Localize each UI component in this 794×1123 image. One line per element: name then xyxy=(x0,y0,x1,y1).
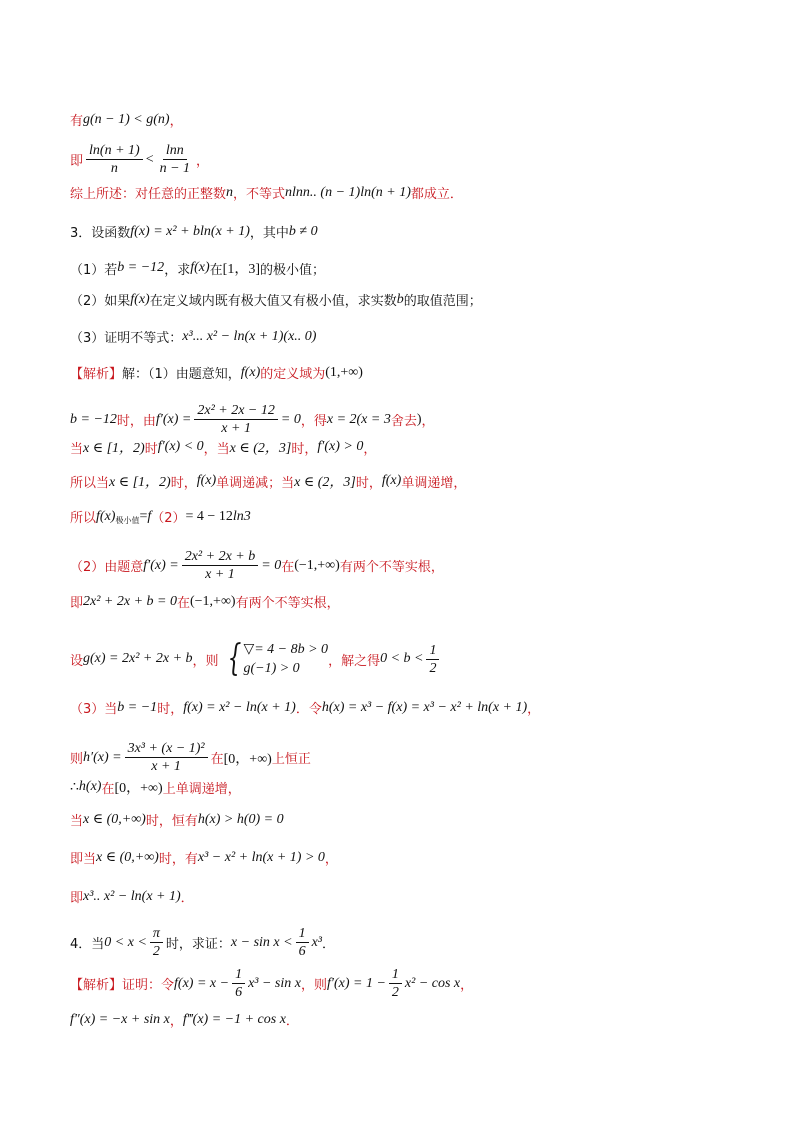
math-expression: x² − cos x xyxy=(404,975,461,991)
text-run: 解：（1）由题意知， xyxy=(122,367,241,382)
text-run: 的取值范围； xyxy=(403,294,482,309)
text-line xyxy=(70,640,442,678)
math-expression: nlnn.. (n − 1)ln(n + 1) xyxy=(285,184,411,200)
text-run: ， xyxy=(196,154,210,169)
math-expression: 0 < x < xyxy=(104,934,147,950)
math-expression: x = 2(x = 3 xyxy=(326,411,391,427)
text-run: （2）由题意 xyxy=(70,560,144,575)
math-expression: h′(x) = xyxy=(83,749,122,765)
fraction-denominator: x + 1 xyxy=(205,567,235,582)
math-expression: f xyxy=(147,508,152,524)
fraction-denominator: 2 xyxy=(391,985,399,1000)
text-run: ， xyxy=(169,1014,183,1029)
math-expression: (−1,+∞) xyxy=(190,593,236,609)
text-line xyxy=(70,848,338,867)
math-expression: f(x) xyxy=(130,291,150,307)
fraction-numerator: π xyxy=(150,926,163,943)
math-expression: b ≠ 0 xyxy=(288,223,318,239)
text-run: ，得 xyxy=(300,414,327,429)
fraction xyxy=(86,143,143,176)
text-run: 都成立． xyxy=(410,187,463,202)
text-run: 3．设函数 xyxy=(70,226,131,241)
text-run: 有两个不等实根， xyxy=(235,596,340,611)
fraction-numerator: 1 xyxy=(389,967,402,984)
text-line xyxy=(70,810,284,829)
left-brace-icon: { xyxy=(227,638,241,679)
text-run: 综上所述：对任意的正整数 xyxy=(70,187,227,202)
text-run: 时，求证： xyxy=(165,937,231,952)
math-expression: x³ − x² + ln(x + 1) > 0 xyxy=(197,849,325,865)
fraction-numerator: 1 xyxy=(232,967,245,984)
text-line xyxy=(70,471,466,491)
text-run: 的极小值； xyxy=(259,262,325,278)
math-expression: (−1,+∞) xyxy=(294,557,340,573)
math-expression: x ∈ [1，2) xyxy=(109,475,171,490)
text-run: 即 xyxy=(70,596,84,611)
fraction-denominator: 2 xyxy=(152,944,160,959)
text-run: 所以当 xyxy=(70,475,110,491)
fraction-denominator: x + 1 xyxy=(221,421,251,436)
text-run: ，求 xyxy=(164,262,191,278)
math-expression: f(x) = x² + bln(x + 1) xyxy=(130,223,250,239)
text-run: ， xyxy=(363,441,377,457)
math-expression: x ∈ [1，2) xyxy=(83,441,145,456)
math-expression: b = −1 xyxy=(117,699,158,715)
text-line xyxy=(70,363,363,382)
math-expression: f″(x) = −x + sin x xyxy=(70,1011,170,1027)
text-run: 即 xyxy=(70,891,84,906)
text-run: ， xyxy=(460,978,474,993)
math-expression: b = −12 xyxy=(70,411,117,427)
fraction-denominator: x + 1 xyxy=(151,759,181,774)
text-run: 有两个不等实根， xyxy=(339,560,444,575)
fraction xyxy=(150,926,163,959)
text-run: （2）如果 xyxy=(70,294,131,309)
text-run: ．令 xyxy=(295,702,322,717)
math-expression: 0 < b < xyxy=(380,651,424,666)
text-run: 时， xyxy=(355,475,382,491)
text-run: 在 xyxy=(176,596,190,611)
system-condition: g(−1) > 0 xyxy=(243,661,300,676)
math-expression: x³... x² − ln(x + 1)(x.. 0) xyxy=(182,328,317,344)
text-run: 设 xyxy=(70,653,84,669)
text-run: （3）当 xyxy=(70,702,118,717)
text-run: 【解析】 xyxy=(70,978,123,993)
math-expression: (1,+∞) xyxy=(325,364,363,380)
text-line xyxy=(70,403,435,436)
text-run: 时，恒有 xyxy=(145,814,198,829)
fraction-numerator: 1 xyxy=(296,926,309,943)
text-line xyxy=(70,777,241,797)
math-expression: x³.. x² − ln(x + 1) xyxy=(83,888,181,904)
math-expression: = 4 − 12 xyxy=(185,508,233,524)
text-run: 的定义域为 xyxy=(260,367,326,382)
math-expression: h(x) xyxy=(78,779,102,794)
text-run: 即 xyxy=(70,154,84,169)
math-expression: [0，+∞) xyxy=(223,751,272,767)
text-run: 则 xyxy=(70,752,84,767)
text-run: 有 xyxy=(70,114,84,129)
text-run: ． xyxy=(322,937,336,952)
math-expression: b = −12 xyxy=(117,260,165,275)
text-run: 上恒正 xyxy=(271,752,311,767)
text-line xyxy=(70,741,311,774)
text-line xyxy=(70,887,194,906)
math-expression: x³ − sin x xyxy=(248,975,301,991)
math-expression: h(x) > h(0) = 0 xyxy=(197,811,284,827)
text-run: （3）证明不等式： xyxy=(70,331,183,346)
fraction-denominator: 2 xyxy=(429,660,437,676)
math-expression: = 0 xyxy=(280,411,301,427)
text-line xyxy=(70,698,540,717)
math-expression: x ∈ (0,+∞) xyxy=(96,850,159,865)
text-run: 时，由 xyxy=(116,414,156,429)
math-expression: f′(x) = xyxy=(155,411,192,427)
math-expression: f′(x) = xyxy=(143,557,179,573)
math-expression: 2x² + 2x + b = 0 xyxy=(83,593,177,609)
text-run: 证明：令 xyxy=(122,978,175,993)
text-run: 在定义域内既有极大值又有极小值，求实数 xyxy=(149,294,397,309)
text-run: ， xyxy=(421,414,435,429)
math-expression: < xyxy=(145,151,154,167)
text-run: 时，有 xyxy=(158,852,198,867)
text-run: （1）若 xyxy=(70,262,118,278)
math-expression: ∴ xyxy=(70,779,79,795)
text-line xyxy=(70,290,482,309)
math-expression: g(x) = 2x² + 2x + b xyxy=(83,651,193,666)
text-run: ，则 xyxy=(192,653,219,669)
text-run: 时， xyxy=(170,475,197,491)
text-run: 即当 xyxy=(70,852,97,867)
fraction-numerator: ln(n + 1) xyxy=(86,143,143,160)
text-run: 当 xyxy=(70,441,84,457)
math-expression: x − sin x < xyxy=(230,934,293,950)
math-expression: f′(x) < 0 xyxy=(157,439,204,454)
text-run: 在 xyxy=(209,262,223,278)
text-run: ， xyxy=(169,114,183,129)
text-run: 时， xyxy=(291,441,318,457)
equation-system xyxy=(223,640,329,678)
fraction-denominator: n − 1 xyxy=(159,161,191,176)
text-line xyxy=(70,437,376,457)
fraction-denominator: 6 xyxy=(298,944,306,959)
math-expression: [1，3] xyxy=(222,262,260,277)
text-run: 时， xyxy=(157,702,184,717)
text-run: ，不等式 xyxy=(233,187,286,202)
text-run: ， xyxy=(527,702,541,717)
fraction xyxy=(232,967,245,1000)
fraction-denominator: n xyxy=(110,161,118,176)
math-expression: g(n − 1) < g(n) xyxy=(83,111,170,127)
math-expression: n xyxy=(226,184,234,200)
fraction xyxy=(182,549,259,582)
text-line xyxy=(70,183,463,202)
text-run: 上单调递增， xyxy=(162,781,241,797)
math-expression: h(x) = x³ − f(x) = x³ − x² + ln(x + 1) xyxy=(321,699,528,715)
math-expression: b xyxy=(396,291,404,307)
text-line xyxy=(70,926,335,959)
system-condition: ▽= 4 − 8b > 0 xyxy=(243,642,329,657)
text-line xyxy=(70,1010,299,1029)
math-expression: f′(x) > 0 xyxy=(317,439,364,454)
text-run: ，其中 xyxy=(249,226,289,241)
math-expression: f(x) = x − xyxy=(174,975,230,991)
text-run: 单调递增， xyxy=(401,475,467,491)
fraction-numerator: 3x³ + (x − 1)² xyxy=(125,741,208,758)
fraction xyxy=(426,643,439,676)
text-run: 【解析】 xyxy=(70,367,123,382)
fraction-numerator: lnn xyxy=(163,143,187,160)
math-expression: = xyxy=(139,508,148,524)
fraction-denominator: 6 xyxy=(235,985,243,1000)
text-run: ． xyxy=(180,891,194,906)
text-run: 时 xyxy=(144,441,158,457)
text-run: （2） xyxy=(151,511,186,526)
text-run: ． xyxy=(285,1014,299,1029)
text-run: 在 xyxy=(210,752,224,767)
text-line xyxy=(70,258,325,278)
text-run: ，当 xyxy=(203,441,230,457)
text-line xyxy=(70,549,444,582)
fraction-numerator: 2x² + 2x + b xyxy=(182,549,259,566)
fraction xyxy=(194,403,278,436)
text-run: ，则 xyxy=(301,978,328,993)
math-expression: f′(x) = 1 − xyxy=(327,975,386,991)
math-expression: x ∈ (2，3] xyxy=(229,441,292,456)
math-expression: f(x) xyxy=(190,260,210,275)
math-expression: x ∈ (2，3] xyxy=(294,475,356,490)
math-expression: ln3 xyxy=(232,508,251,524)
math-expression: f(x) = x² − ln(x + 1) xyxy=(183,699,296,715)
fraction-numerator: 2x² + 2x − 12 xyxy=(194,403,278,420)
text-line xyxy=(70,222,318,241)
math-expression: f(x) xyxy=(381,473,402,488)
text-line xyxy=(70,967,473,1000)
text-run: 单调递减；当 xyxy=(216,475,295,491)
math-expression: x ∈ (0,+∞) xyxy=(83,812,146,827)
fraction xyxy=(157,143,193,176)
text-run: 在 xyxy=(101,781,115,797)
fraction-numerator: 1 xyxy=(426,643,439,660)
text-run: 所以 xyxy=(70,511,97,526)
text-run: 舍去 xyxy=(390,414,417,429)
text-line xyxy=(70,592,340,611)
math-expression: f(x) xyxy=(196,473,217,488)
text-run: 极小值 xyxy=(115,516,140,525)
text-run: ，解之得 xyxy=(328,653,381,669)
text-run: ， xyxy=(324,852,338,867)
fraction xyxy=(389,967,402,1000)
text-line xyxy=(70,110,183,129)
math-expression: = 0 xyxy=(261,557,282,573)
text-run: 当 xyxy=(70,814,84,829)
fraction xyxy=(125,741,208,774)
text-run: 在 xyxy=(281,560,295,575)
text-line xyxy=(70,327,316,346)
math-expression: f(x) xyxy=(96,508,116,524)
text-line xyxy=(70,143,209,176)
text-line xyxy=(70,507,251,526)
math-expression: [0，+∞) xyxy=(114,781,163,796)
fraction xyxy=(296,926,309,959)
math-expression: x³ xyxy=(311,934,323,950)
text-run: 4．当 xyxy=(70,937,105,952)
math-expression: f(x) xyxy=(240,364,261,380)
math-expression: f‴(x) = −1 + cos x xyxy=(182,1011,286,1027)
math-expression: ) xyxy=(416,411,422,427)
